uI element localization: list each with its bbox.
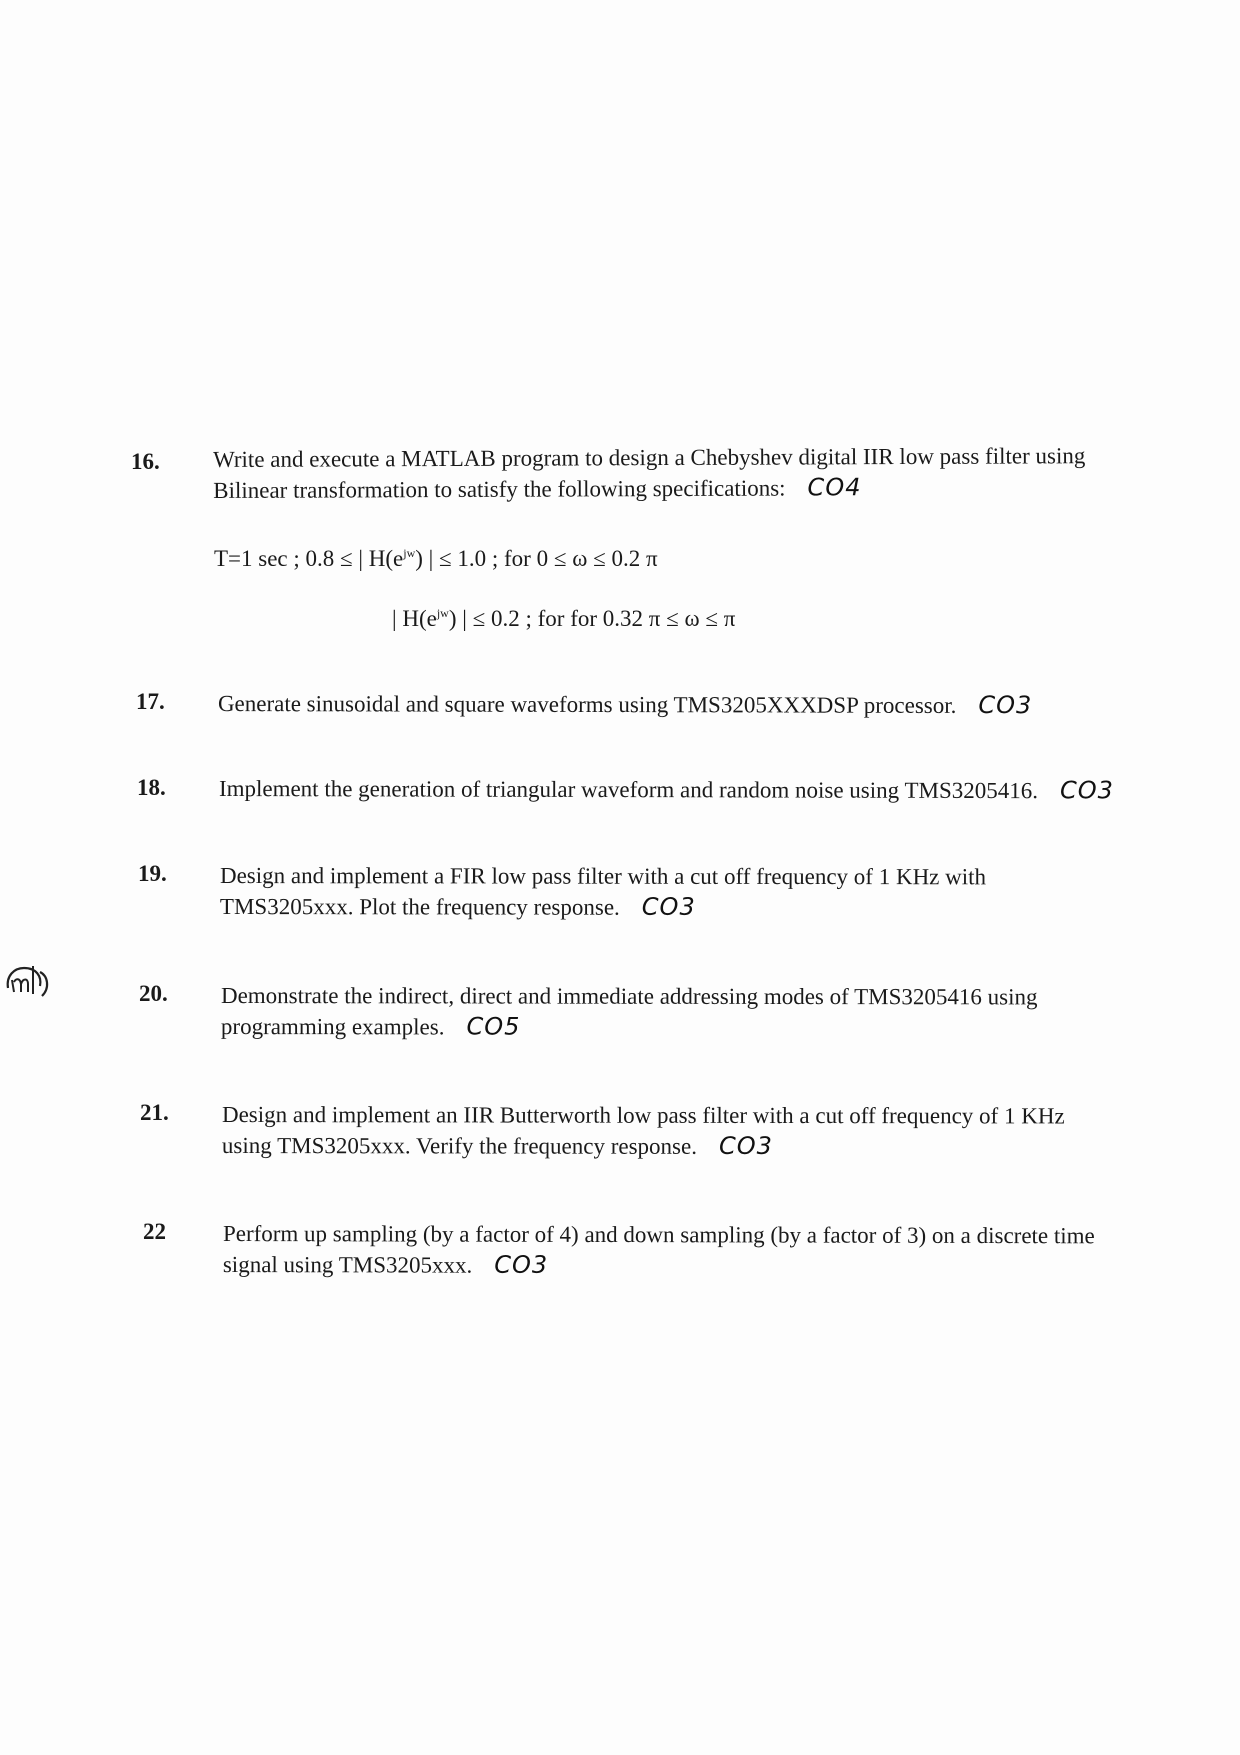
question-text xyxy=(218,688,1032,721)
question-text xyxy=(223,1218,1095,1282)
course-outcome-tag: CO3 xyxy=(641,892,696,921)
question-number: 18. xyxy=(137,775,166,800)
question-line: programming examples. CO5 xyxy=(220,1012,521,1041)
course-outcome-tag: CO3 xyxy=(1060,776,1115,805)
question-line: Design and implement a FIR low pass filter with a cut off frequency of 1 KHz with xyxy=(219,863,987,890)
spec-line-1: T=1 sec ; 0.8 ≤ | $H(e^{jw})$ | ≤ 1.0 ; for 0 ≤ ω ≤ 0.2 π xyxy=(214,546,658,571)
question-text xyxy=(219,773,1114,806)
question-line: TMS3205xxx. Plot the frequency response. CO3 xyxy=(219,892,696,921)
course-outcome-tag: CO3 xyxy=(718,1131,773,1160)
handwritten-margin-symbol-icon xyxy=(0,958,60,1002)
question-text xyxy=(222,1099,1065,1162)
course-outcome-tag: CO4 xyxy=(807,473,862,502)
question-line: Design and implement an IIR Butterworth low pass filter with a cut off frequency of 1 KHz xyxy=(221,1102,1065,1129)
question-number: 22 xyxy=(143,1219,166,1244)
question-number: 20. xyxy=(139,981,168,1006)
question-number: 19. xyxy=(138,861,167,886)
question-text xyxy=(221,980,1038,1043)
course-outcome-tag: CO3 xyxy=(978,690,1033,720)
question-number: 17. xyxy=(136,689,165,714)
question-number: 21. xyxy=(140,1100,169,1125)
spec-line-2: | $H(e^{jw})$ | ≤ 0.2 ; for for 0.32 π ≤ ω ≤ π xyxy=(392,606,736,631)
question-text xyxy=(220,860,986,923)
question-line: Bilinear transformation to satisfy the following specifications: CO4 xyxy=(213,473,862,503)
course-outcome-tag: CO3 xyxy=(494,1250,549,1279)
course-outcome-tag: CO5 xyxy=(466,1012,521,1041)
question-line: using TMS3205xxx. Verify the frequency response. CO3 xyxy=(221,1131,773,1160)
question-number: 16. xyxy=(131,449,160,474)
question-line: Generate sinusoidal and square waveforms using TMS3205XXXDSP processor. CO3 xyxy=(217,690,1033,720)
question-line: signal using TMS3205xxx. CO3 xyxy=(222,1250,549,1279)
question-line: Perform up sampling (by a factor of 4) and down sampling (by a factor of 3) on a discrete time xyxy=(222,1221,1095,1249)
question-line: Implement the generation of triangular waveform and random noise using TMS3205416. CO3 xyxy=(218,776,1115,805)
question-line: Demonstrate the indirect, direct and immediate addressing modes of TMS3205416 using xyxy=(220,983,1038,1010)
question-line: Write and execute a MATLAB program to design a Chebyshev digital IIR low pass filter using xyxy=(213,443,1086,472)
question-text xyxy=(213,440,1086,506)
